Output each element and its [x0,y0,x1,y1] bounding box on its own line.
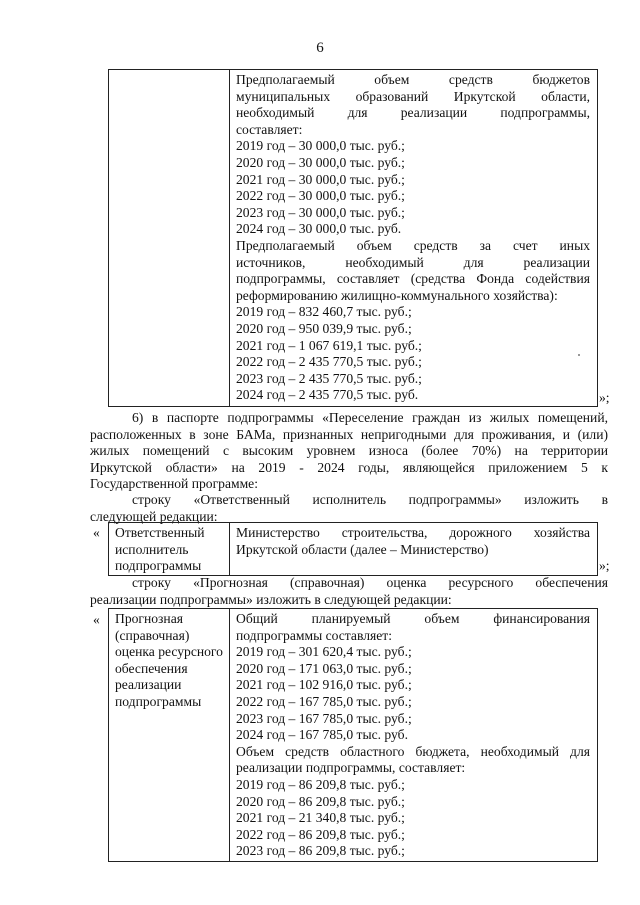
year-amount: 2019 год – 301 620,4 тыс. руб.; [236,644,412,660]
text-line: подпрограммы, составляет (средства Фонда содействия [236,271,590,287]
year-amount: 2019 год – 832 460,7 тыс. руб.; [236,304,412,320]
text-line: муниципальных образований Иркутской области, [236,88,590,104]
text-line: оценка ресурсного [115,644,223,660]
year-amount: 2022 год – 30 000,0 тыс. руб.; [236,188,405,204]
year-amount: 2021 год – 102 916,0 тыс. руб.; [236,677,412,693]
text-line: реализации [115,677,182,693]
year-amount: 2024 год – 30 000,0 тыс. руб. [236,221,402,237]
table-divider [229,608,230,862]
year-amount: 2019 год – 86 209,8 тыс. руб.; [236,776,405,792]
text-line: строку «Ответственный исполнитель подпрограммы» изложить в [132,492,608,507]
year-amount: 2023 год – 2 435 770,5 тыс. руб.; [236,370,422,386]
year-amount: 2020 год – 86 209,8 тыс. руб.; [236,793,405,809]
table-cell-right [236,72,590,404]
text-line: Иркутской области» на 2019 - 2024 годы, являющейся приложением 5 к [90,459,608,475]
opening-quote: « [93,525,100,540]
text-line: подпрограммы [115,693,202,709]
text-line: реализации подпрограммы» изложить в следующей редакции: [90,591,452,607]
year-amount: 2019 год – 30 000,0 тыс. руб.; [236,138,405,154]
text-line: Прогнозная [115,611,183,626]
text-line: расположенных в зоне БАМа, признанных непригодными для проживания, и (или) [90,426,608,442]
year-amount: 2020 год – 30 000,0 тыс. руб.; [236,154,405,170]
amendment-paragraph [90,575,608,608]
scan-speck [578,354,580,356]
table-cell-right [236,611,590,860]
text-line: 6) в паспорте подпрограммы «Переселение граждан из жилых помещений, [132,410,608,425]
table-cell-left [115,611,227,711]
text-line: жилых помещений с высоким уровнем износа (более 70%) на территории [90,443,608,459]
text-line: Предполагаемый объем средств бюджетов [236,72,590,87]
amendment-paragraph [90,410,608,493]
text-line: составляет: [236,121,303,137]
year-amount: 2021 год – 1 067 619,1 тыс. руб.; [236,337,422,353]
text-line: Предполагаемый объем средств за счет иных [236,237,590,253]
year-amount: 2022 год – 2 435 770,5 тыс. руб.; [236,354,422,370]
text-line: (справочная) [115,627,190,643]
text-line: реформированию жилищно-коммунального хозяйства): [236,287,558,303]
year-amount: 2024 год – 2 435 770,5 тыс. руб. [236,387,419,403]
year-amount: 2024 год – 167 785,0 тыс. руб. [236,727,408,743]
text-line: подпрограммы [115,558,202,574]
page-number: 6 [316,40,324,56]
text-line: Объем средств областного бюджета, необходимый для [236,743,590,759]
text-line: необходимый для реализации подпрограммы, [236,105,590,121]
opening-quote: « [93,612,100,627]
year-amount: 2020 год – 171 063,0 тыс. руб.; [236,660,412,676]
closing-quote: »; [599,558,610,573]
text-line: обеспечения [115,660,188,676]
year-amount: 2021 год – 21 340,8 тыс. руб.; [236,810,405,826]
year-amount: 2023 год – 167 785,0 тыс. руб.; [236,710,412,726]
text-line: строку «Прогнозная (справочная) оценка ресурсного обеспечения [132,575,608,590]
text-line: источников, необходимый для реализации [236,254,590,270]
closing-quote: »; [599,390,610,405]
table-divider [229,69,230,407]
text-line: исполнитель [115,541,189,557]
year-amount: 2021 год – 30 000,0 тыс. руб.; [236,171,405,187]
table-cell-right [236,525,590,558]
year-amount: 2020 год – 950 039,9 тыс. руб.; [236,320,412,336]
text-line: Иркутской области (далее – Министерство) [236,541,489,557]
text-line: Ответственный [115,525,205,540]
amendment-paragraph [90,492,608,525]
text-line: Государственной программе: [90,476,258,492]
year-amount: 2022 год – 167 785,0 тыс. руб.; [236,693,412,709]
text-line: следующей редакции: [90,508,218,524]
text-line: Общий планируемый объем финансирования [236,611,590,626]
text-line: подпрограммы составляет: [236,627,392,643]
table-cell-left [115,525,225,575]
table-divider [229,522,230,576]
year-amount: 2023 год – 86 209,8 тыс. руб.; [236,843,405,859]
year-amount: 2023 год – 30 000,0 тыс. руб.; [236,204,405,220]
year-amount: 2022 год – 86 209,8 тыс. руб.; [236,826,405,842]
text-line: реализации подпрограммы, составляет: [236,760,466,776]
text-line: Министерство строительства, дорожного хозяйства [236,525,590,540]
